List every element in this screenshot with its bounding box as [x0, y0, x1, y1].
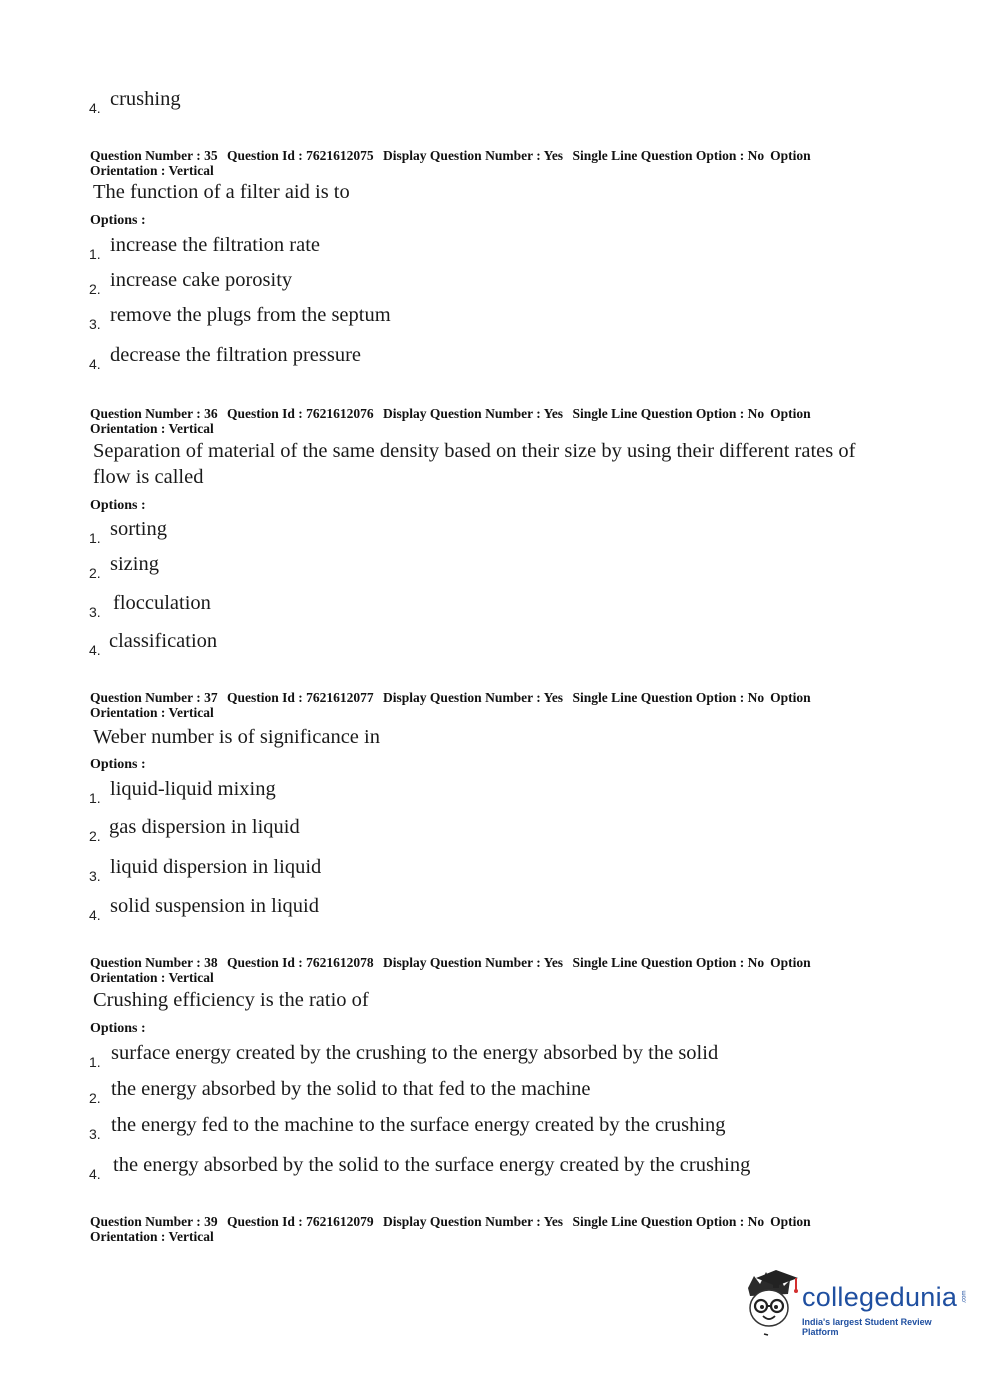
list-item — [89, 778, 889, 808]
logo-suffix: .com — [961, 1290, 968, 1304]
question-number: Question Number : 38 — [90, 955, 218, 970]
question-meta — [90, 691, 890, 720]
option-text: liquid dispersion in liquid — [110, 856, 322, 878]
question-text: Weber number is of significance in — [93, 726, 380, 748]
option-number: 3. — [89, 604, 101, 620]
list-item — [89, 518, 889, 548]
question-meta — [90, 149, 890, 178]
list-item — [89, 304, 889, 334]
option-number: 3. — [89, 868, 101, 884]
option-number: 3. — [89, 316, 101, 332]
option-number: 4. — [89, 642, 101, 658]
option-text: sorting — [110, 518, 167, 540]
question-number: Question Number : 37 — [90, 690, 218, 705]
display-question-number: Display Question Number : Yes — [383, 406, 564, 421]
option-text: surface energy created by the crushing to the energy absorbed by the solid — [111, 1042, 719, 1064]
orientation: Orientation : Vertical — [90, 704, 214, 720]
option-text: crushing — [110, 88, 181, 110]
question-number: Question Number : 36 — [90, 406, 218, 421]
option-number: 2. — [89, 565, 101, 581]
list-item — [89, 1154, 889, 1184]
question-text: Crushing efficiency is the ratio of — [93, 989, 369, 1011]
option-text: increase the filtration rate — [110, 234, 321, 256]
options-label: Options : — [90, 757, 146, 772]
display-question-number: Display Question Number : Yes — [383, 148, 564, 163]
list-item — [89, 1078, 889, 1108]
option-number: 4. — [89, 356, 101, 372]
single-line-option: Single Line Question Option : No — [572, 690, 765, 705]
list-item — [89, 856, 889, 886]
question-number: Question Number : 39 — [90, 1214, 218, 1229]
option-text: sizing — [110, 553, 159, 575]
option-label: Option — [770, 1214, 811, 1229]
single-line-option: Single Line Question Option : No — [572, 406, 765, 421]
option-number: 1. — [89, 790, 101, 806]
option-text: flocculation — [113, 592, 211, 614]
list-item — [89, 1114, 889, 1144]
list-item — [89, 344, 889, 374]
question-id: Question Id : 7621612075 — [227, 148, 374, 163]
question-meta — [90, 407, 890, 436]
single-line-option: Single Line Question Option : No — [572, 148, 765, 163]
list-item — [89, 553, 889, 583]
question-number: Question Number : 35 — [90, 148, 218, 163]
orientation: Orientation : Vertical — [90, 969, 214, 985]
option-number: 4. — [89, 1166, 101, 1182]
question-id: Question Id : 7621612078 — [227, 955, 374, 970]
question-id: Question Id : 7621612079 — [227, 1214, 374, 1229]
orientation: Orientation : Vertical — [90, 1228, 214, 1244]
list-item — [89, 88, 889, 118]
option-number: 1. — [89, 1054, 101, 1070]
option-text: gas dispersion in liquid — [109, 816, 300, 838]
options-label: Options : — [90, 498, 146, 513]
display-question-number: Display Question Number : Yes — [383, 1214, 564, 1229]
options-label: Options : — [90, 1021, 146, 1036]
option-number: 2. — [89, 828, 101, 844]
option-text: remove the plugs from the septum — [110, 304, 391, 326]
option-number: 4. — [89, 907, 101, 923]
single-line-option: Single Line Question Option : No — [572, 955, 765, 970]
question-meta — [90, 1215, 890, 1244]
option-label: Option — [770, 955, 811, 970]
logo-tagline: India's largest Student Review Platform — [802, 1317, 932, 1337]
option-number: 3. — [89, 1126, 101, 1142]
option-number: 1. — [89, 246, 101, 262]
list-item — [89, 234, 889, 264]
option-text: liquid-liquid mixing — [110, 778, 276, 800]
option-text: increase cake porosity — [110, 269, 293, 291]
list-item — [89, 1042, 889, 1072]
option-number: 1. — [89, 530, 101, 546]
option-number: 2. — [89, 281, 101, 297]
option-text: the energy absorbed by the solid to the surface energy created by the crushing — [113, 1154, 751, 1176]
single-line-option: Single Line Question Option : No — [572, 1214, 765, 1229]
list-item — [89, 269, 889, 299]
list-item — [89, 630, 889, 660]
option-label: Option — [770, 690, 811, 705]
orientation: Orientation : Vertical — [90, 162, 214, 178]
option-number: 4. — [89, 100, 101, 116]
option-text: the energy fed to the machine to the surface energy created by the crushing — [111, 1114, 726, 1136]
display-question-number: Display Question Number : Yes — [383, 690, 564, 705]
option-text: the energy absorbed by the solid to that fed to the machine — [111, 1078, 591, 1100]
question-id: Question Id : 7621612076 — [227, 406, 374, 421]
option-number: 2. — [89, 1090, 101, 1106]
option-text: decrease the filtration pressure — [110, 344, 362, 366]
collegedunia-logo — [740, 1268, 970, 1340]
option-label: Option — [770, 148, 811, 163]
display-question-number: Display Question Number : Yes — [383, 955, 564, 970]
question-meta — [90, 956, 890, 985]
option-label: Option — [770, 406, 811, 421]
question-text: The function of a filter aid is to — [93, 181, 350, 203]
orientation: Orientation : Vertical — [90, 420, 214, 436]
options-label: Options : — [90, 213, 146, 228]
option-text: solid suspension in liquid — [110, 895, 320, 917]
list-item — [89, 592, 889, 622]
list-item — [89, 895, 889, 925]
question-text: Separation of material of the same density based on their size by using their different rates of flow is called — [93, 440, 856, 488]
list-item — [89, 816, 889, 846]
option-text: classification — [109, 630, 218, 652]
question-id: Question Id : 7621612077 — [227, 690, 374, 705]
logo-wordmark: collegedunia — [802, 1282, 958, 1312]
mascot-icon — [740, 1268, 800, 1340]
